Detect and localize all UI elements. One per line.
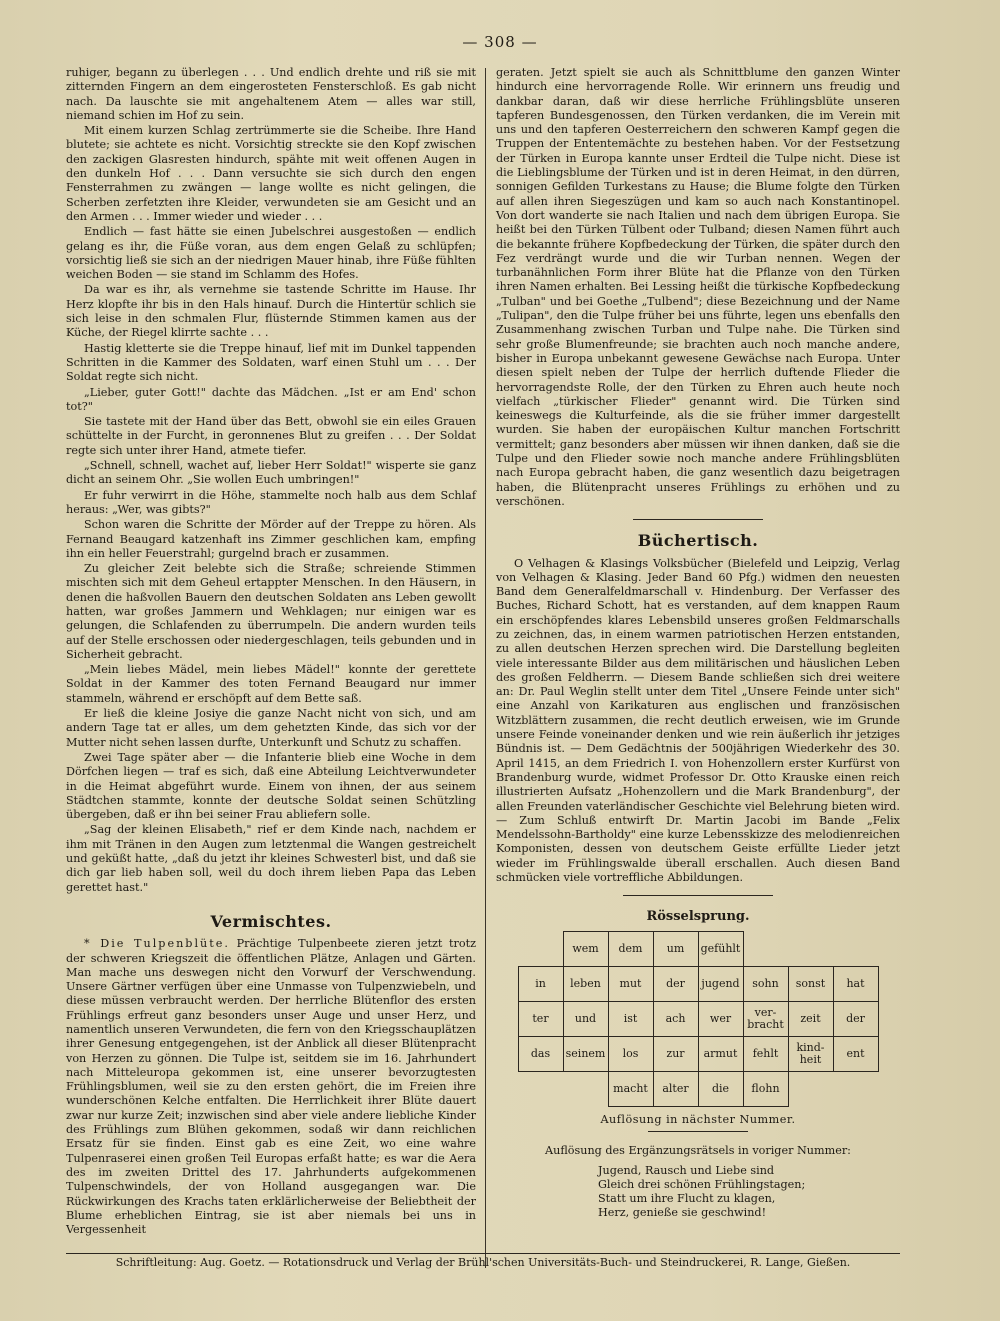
vermischtes-lead: * Die Tulpenblüte. xyxy=(84,937,230,951)
story-paragraph: „Schnell, schnell, wachet auf, lieber Herr Soldat!" wisperte sie ganz dicht an seinem Ohr. „Sie wollen Euch umbringen!" xyxy=(66,459,476,487)
buechertisch-heading: Büchertisch. xyxy=(637,531,759,551)
puzzle-cell: macht xyxy=(608,1071,653,1106)
story-paragraph: Zwei Tage später aber — die Infanterie blieb eine Woche in dem Dörfchen liegen — traf es sich, daß eine Abteilung Leichtverwundeter in die Heimat abgeführt wurde. Einem von ihnen, der aus seinem Städtchen stammte, konnte der deutsche Soldat seinen Schützling übergeben, daß er ihn bei seiner Frau abliefern solle. xyxy=(66,750,476,822)
puzzle-cell: alter xyxy=(653,1071,698,1106)
story-paragraph: „Sag der kleinen Elisabeth," rief er dem Kinde nach, nachdem er ihm mit Tränen in den Augen zum letztenmal die Wangen gestreichelt und geküßt hatte, „daß du jetzt ihr kleines Schwesterl bist, und daß sie dich gar lieb haben soll, weil du doch ihrem lieben Papa das Leben gerettet hast." xyxy=(66,823,476,894)
vermischtes-article xyxy=(66,937,476,1237)
puzzle-cell: gefühlt xyxy=(698,931,743,966)
puzzle-cell: sonst xyxy=(788,966,833,1001)
puzzle-cell xyxy=(833,931,878,966)
puzzle-cell: ist xyxy=(608,1001,653,1036)
puzzle-cell: dem xyxy=(608,931,653,966)
poem-line: Jugend, Rausch und Liebe sind xyxy=(598,1164,775,1178)
section-rule xyxy=(633,519,763,520)
puzzle-cell: fehlt xyxy=(743,1036,788,1071)
solution-title: Auflösung des Ergänzungsrätsels in voriger Nummer: xyxy=(545,1143,851,1157)
puzzle-cell: armut xyxy=(698,1036,743,1071)
puzzle-cell: leben xyxy=(563,966,608,1001)
story-paragraph: Zu gleicher Zeit belebte sich die Straße; schreiende Stimmen mischten sich mit dem Geheul ertappter Menschen. In den Häusern, in denen die haßvollen Bauern den deutschen Soldaten ans Leben gewollt hatten, war großes Jammern und Wehklagen; nur einigen war es gelungen, die Schlafenden zu überrumpeln. Die andern wurden teils auf der Stelle erschossen oder niedergeschlagen, teils gebunden und in Sicherheit gebracht. xyxy=(66,562,476,661)
puzzle-grid xyxy=(518,931,879,1107)
puzzle-cell xyxy=(518,1071,563,1106)
puzzle-cell: flohn xyxy=(743,1071,788,1106)
story-paragraph: Endlich — fast hätte sie einen Jubelschrei ausgestoßen — endlich gelang es ihr, die Füße voran, aus dem engen Gelaß zu schlüpfen; vorsichtig ließ sie sich an der niedrigen Mauer hinab, ihre Füße fühlten weichen Boden — sie stand im Schlamm des Hofes. xyxy=(66,225,476,282)
section-rule xyxy=(648,1131,748,1132)
story-paragraph: Sie tastete mit der Hand über das Bett, obwohl sie ein eiles Grauen schüttelte in der Furcht, in geronnenes Blut zu greifen . . . Der Soldat regte sich unter ihrer Hand, atmete tiefer. xyxy=(66,415,476,457)
tulip-continuation: geraten. Jetzt spielt sie auch als Schnittblume den ganzen Winter hindurch eine hervorragende Rolle. Wir erinnern uns freudig und dankbar daran, daß wir diese herrliche Frühlingsblüte unseren tapferen Bundesgenossen, den Türken verdanken, die im Verein mit uns und den tapferen Oesterreichern den schweren Kampf gegen die Truppen der Ententemächte zu bestehen haben. Vor der Festsetzung der Türken in Europa kannte unser Erdteil die Tulpe nicht. Diese ist die Lieblingsblume der Türken und ist in deren Heimat, in den dürren, sonnigen Gefilden Turkestans zu Hause; die Blume folgte den Türken auf allen ihren Siegeszügen und kam so auch nach Konstantinopel. Von dort wanderte sie nach Italien und nach dem übrigen Europa. Sie heißt bei den Türken Tülbent oder Tulband; diesen Namen führt auch die bekannte frühere Kopfbedeckung der Türken, die später durch den Fez verdrängt wurde und die wir Turban nennen. Wegen der turbanähnlichen Form ihrer Blüte hat die Pflanze von den Türken ihren Namen erhalten. Bei Lessing heißt die türkische Kopfbedeckung „Tulban" und bei Goethe „Tulbend"; diese Bezeichnung und der Name „Tulipan", den die Tulpe früher bei uns führte, legen uns ebenfalls den Zusammenhang zwischen Turban und Tulpe nahe. Die Türken sind sehr große Blumenfreunde; sie brachten auch noch manche andere, bisher in Europa unbekannt gewesene Gewächse nach Europa. Unter diesen spielt neben der Tulpe der herrlich duftende Flieder die hervorragendste Rolle, der den Türken zu Ehren auch heute noch vielfach „türkischer Flieder" genannt wird. Die Türken sind keineswegs die Kulturfeinde, als die sie früher immer dargestellt wurden. Sie haben der europäischen Kultur manchen Fortschritt vermittelt; ganz besonders aber müssen wir ihnen danken, daß sie die Tulpe und den Flieder sowie noch manche andere Frühlingsblüten nach Europa gebracht haben, die ganz wesentlich dazu beigetragen haben, die Blütenpracht unseres Frühlings zu erhöhen und zu verschönen. xyxy=(496,66,900,508)
puzzle-cell: wem xyxy=(563,931,608,966)
section-rule xyxy=(623,895,773,896)
footer-rule xyxy=(66,1253,900,1254)
puzzle-cell: seinem xyxy=(563,1036,608,1071)
page-number: — 308 — xyxy=(462,33,538,51)
puzzle-cell: sohn xyxy=(743,966,788,1001)
puzzle-row xyxy=(518,966,878,1001)
story-paragraph: Da war es ihr, als vernehme sie tastende Schritte im Hause. Ihr Herz klopfte ihr bis in den Hals hinauf. Durch die Hintertür schlich sie sich leise in den schmalen Flur, flüsternde Stimmen kamen aus der Küche, der Riegel klirrte sachte . . . xyxy=(66,283,476,340)
puzzle-cell xyxy=(788,1071,833,1106)
puzzle-cell: das xyxy=(518,1036,563,1071)
puzzle-cell: ver- bracht xyxy=(743,1001,788,1036)
left-column xyxy=(66,66,476,1238)
puzzle-cell: um xyxy=(653,931,698,966)
story-paragraphs xyxy=(66,66,476,895)
story-paragraph: Schon waren die Schritte der Mörder auf der Treppe zu hören. Als Fernand Beaugard katzenhaft ins Zimmer geschlichen kam, empfing ihn ein heller Feuerstrahl; gurgelnd brach er zusammen. xyxy=(66,518,476,560)
puzzle-cell: ach xyxy=(653,1001,698,1036)
story-paragraph: Er ließ die kleine Josiye die ganze Nacht nicht von sich, und am andern Tage tat er alles, um dem gehetzten Kinde, das sich vor der Mutter nicht sehen lassen durfte, Unterkunft und Schutz zu schaffen. xyxy=(66,707,476,749)
column-divider xyxy=(485,68,486,1268)
puzzle-cell: hat xyxy=(833,966,878,1001)
solution-poem xyxy=(598,1164,900,1220)
vermischtes-heading: Vermischtes. xyxy=(210,911,332,931)
puzzle-cell: die xyxy=(698,1071,743,1106)
puzzle-row xyxy=(518,931,878,966)
puzzle-heading: Rösselsprung. xyxy=(646,909,750,925)
puzzle-cell: los xyxy=(608,1036,653,1071)
poem-line: Herz, genieße sie geschwind! xyxy=(598,1206,767,1220)
puzzle-row xyxy=(518,1071,878,1106)
puzzle-cell xyxy=(563,1071,608,1106)
puzzle-row xyxy=(518,1036,878,1071)
puzzle-cell: ent xyxy=(833,1036,878,1071)
puzzle-cell: zur xyxy=(653,1036,698,1071)
puzzle-cell: in xyxy=(518,966,563,1001)
story-paragraph: „Mein liebes Mädel, mein liebes Mädel!" konnte der gerettete Soldat in der Kammer des toten Fernand Beaugard nur immer stammeln, während er erschöpft auf dem Bette saß. xyxy=(66,663,476,705)
puzzle-caption: Auflösung in nächster Nummer. xyxy=(600,1112,796,1126)
puzzle-cell xyxy=(788,931,833,966)
puzzle-cell xyxy=(518,931,563,966)
puzzle-cell: zeit xyxy=(788,1001,833,1036)
puzzle-cell: der xyxy=(833,1001,878,1036)
poem-line: Statt um ihre Flucht zu klagen, xyxy=(598,1192,776,1206)
puzzle-cell: und xyxy=(563,1001,608,1036)
story-paragraph: Hastig kletterte sie die Treppe hinauf, lief mit im Dunkel tappenden Schritten in die Kammer des Soldaten, warf einen Stuhl um . . . Der Soldat regte sich nicht. xyxy=(66,341,476,384)
puzzle-cell: wer xyxy=(698,1001,743,1036)
puzzle-cell: kind- heit xyxy=(788,1036,833,1071)
story-paragraph: „Lieber, guter Gott!" dachte das Mädchen. „Ist er am End' schon tot?" xyxy=(66,385,476,413)
puzzle-cell xyxy=(833,1071,878,1106)
puzzle-cell: jugend xyxy=(698,966,743,1001)
right-column xyxy=(496,66,900,1220)
puzzle-cell: der xyxy=(653,966,698,1001)
imprint-footer: Schriftleitung: Aug. Goetz. — Rotationsdruck und Verlag der Brühl'schen Universitäts-Buch- und Steindruckerei, R. Lange, Gießen. xyxy=(115,1256,851,1269)
story-paragraph: ruhiger, begann zu überlegen . . . Und endlich drehte und riß sie mit zitternden Fingern an dem eingerosteten Fensterschloß. Es gab nicht nach. Da lauschte sie mit angehaltenem Atem — alles war still, niemand schien im Hof zu sein. xyxy=(66,66,476,122)
story-paragraph: Er fuhr verwirrt in die Höhe, stammelte noch halb aus dem Schlaf heraus: „Wer, was gibts?" xyxy=(66,488,476,516)
story-paragraph: Mit einem kurzen Schlag zertrümmerte sie die Scheibe. Ihre Hand blutete; sie achtete es nicht. Vorsichtig streckte sie den Kopf zwischen den zackigen Glasresten hindurch, spähte mit weit offenen Augen in den dunkeln Hof . . . Dann versuchte sie sich durch den engen Fensterrahmen zu zwängen — lange wollte es nicht gelingen, die Scherben zerfetzten ihre Kleider, verwundeten sie am Gesicht und an den Armen . . . Immer wieder und wieder . . . xyxy=(66,124,476,223)
buechertisch-text: O Velhagen & Klasings Volksbücher (Bielefeld und Leipzig, Verlag von Velhagen & Klasing. Jeder Band 60 Pfg.) widmen den neuesten Band dem Generalfeldmarschall v. Hindenburg. Der Verfasser des Buches, Richard Schott, hat es verstanden, auf dem knappen Raum ein erschöpfendes klares Lebensbild unseres großen Feldmarschalls zu zeichnen, das, in einem warmen patriotischen Herzen entstanden, zu allen deutschen Herzen sprechen wird. Die Darstellung begleiten viele interessante Bilder aus dem militärischen und häuslichen Leben des großen Feldherrn. — Diesem Bande schließen sich drei weitere an: Dr. Paul Weglin stellt unter dem Titel „Unsere Feinde unter sich" eine Anzahl von Karikaturen aus englischen und französischen Witzblättern zusammen, die recht deutlich erweisen, wie im Grunde unsere Feinde voneinander denken und wie rein äußerlich ihr jetziges Bündnis ist. — Dem Gedächtnis der 500jährigen Wiederkehr des 30. April 1415, an dem Friedrich I. von Hohenzollern erster Kurfürst von Brandenburg wurde, widmet Professor Dr. Otto Krauske einen reich illustrierten Aufsatz „Hohenzollern und die Mark Brandenburg", der allen Freunden vaterländischer Geschichte viel Belehrung bieten wird. — Zum Schluß entwirft Dr. Martin Jacobi im Bande „Felix Mendelssohn-Bartholdy" eine kurze Lebensskizze des melodienreichen Komponisten, dessen von deutschem Geiste erfüllte Lieder jetzt wieder im Frühlingswalde überall erschallen. Auch diesen Band schmücken viele vortreffliche Abbildungen. xyxy=(496,556,900,885)
poem-line: Gleich drei schönen Frühlingstagen; xyxy=(598,1178,806,1192)
puzzle-cell: ter xyxy=(518,1001,563,1036)
puzzle-row xyxy=(518,1001,878,1036)
vermischtes-text: Prächtige Tulpenbeete zieren jetzt trotz der schweren Kriegszeit die öffentlichen Plätze, Anlagen und Gärten. Man mache uns deswegen nicht den Vorwurf der Verschwendung. Unsere Gärtner verfügen über eine Unmasse von Tulpenzwiebeln, und diese müssen verbraucht werden. Der herrliche Blütenflor des ersten Frühlings erfreut ganz besonders unser Auge und unser Herz, und namentlich unseren Verwundeten, die fern von den Kriegsschauplätzen ihrer Genesung entgegengehen, ist der Anblick all dieser Blütenpracht von Herzen zu gönnen. Die Tulpe ist, seitdem sie im 16. Jahrhundert nach Mitteleuropa gekommen ist, eine unserer bevorzugtesten Frühlingsblumen, weil sie zu den ersten gehört, die im Freien ihre wunderschönen Kelche entfalten. Die Herrlichkeit ihrer Blüte dauert zwar nur kurze Zeit; inzwischen sind aber viele andere liebliche Kinder des Frühlings zum Blühen gekommen, sodaß wir dann reichlichen Ersatz für sie finden. Einst gab es eine Zeit, wo eine wahre Tulpenraserei einen großen Teil Europas erfaßt hatte; es war die Aera des im zweiten Drittel des 17. Jahrhunderts aufgekommenen Tulpenschwindels, der von Holland ausgegangen war. Die Rückwirkungen des Krachs taten erklärlicherweise der Beliebtheit der Blume erheblichen Eintrag, sie ist aber niemals bei uns in Vergessenheit xyxy=(66,937,477,1237)
puzzle-cell: mut xyxy=(608,966,653,1001)
puzzle-cell xyxy=(743,931,788,966)
